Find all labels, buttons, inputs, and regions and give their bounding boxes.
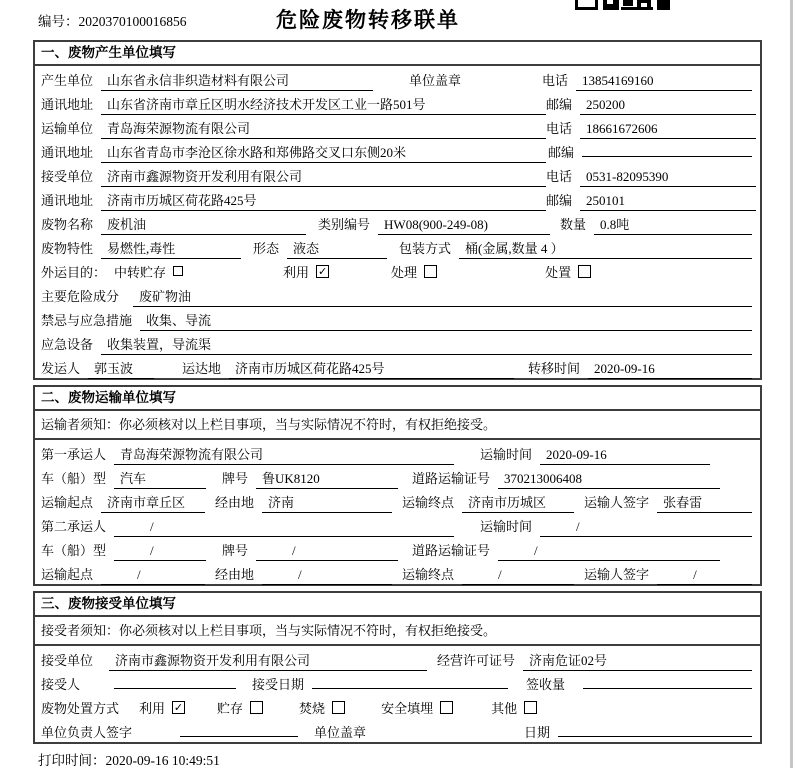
- form-row-vehicle2: [35, 536, 760, 560]
- transport-unit-label: 运输单位: [41, 121, 94, 136]
- disposal-option-utilize-label: 利用: [139, 700, 166, 716]
- producer-phone-field: 13854169160: [576, 73, 752, 91]
- form-row-carrier2: [35, 512, 760, 536]
- seal-date-field: [558, 735, 752, 737]
- second-carrier-label: 第二承运人: [41, 519, 107, 534]
- address-label: 通讯地址: [41, 97, 94, 112]
- route-start-label: 运输起点: [41, 567, 94, 582]
- transport-time-label: 运输时间: [480, 519, 533, 534]
- receiver-notice: 接受者须知：你必须核对以上栏目事项，当与实际情况不符时，有权拒绝接受。: [35, 617, 760, 646]
- purpose-option-utilize: [283, 262, 329, 281]
- form-row-transporter: [35, 114, 760, 138]
- accept-date-label: 接受日期: [252, 677, 305, 692]
- vehicle2-road-permit-field: /: [498, 543, 720, 561]
- route-start-label: 运输起点: [41, 495, 94, 510]
- purpose-option-dispose: [545, 262, 591, 281]
- form-row-carrier1: [35, 440, 760, 464]
- form-state-label: 形态: [253, 241, 280, 256]
- emergency-equipment-field: 收集装置，导流渠: [101, 334, 752, 355]
- section-transporter-header: 二、废物运输单位填写: [35, 387, 760, 411]
- document-number-value: 2020370100016856: [78, 14, 187, 29]
- plate-number-label: 牌号: [222, 471, 249, 486]
- form-row-transfer-purpose: [35, 258, 760, 282]
- producer-unit-field: 山东省永信非织造材料有限公司: [101, 70, 373, 91]
- disposal-other-checkbox: [524, 701, 537, 714]
- purpose-option-treat-label: 处理: [391, 264, 418, 280]
- route-via-label: 经由地: [215, 495, 255, 510]
- disposal-method-label: 废物处置方式: [41, 700, 120, 716]
- form-row-shipper: [35, 354, 760, 378]
- transporter-signature-label: 运输人签字: [584, 567, 650, 582]
- dispose-checkbox: [578, 265, 591, 278]
- receiver-phone-field: 0531-82095390: [580, 169, 756, 187]
- disposal-option-incinerate: [299, 698, 345, 717]
- transporter-signature-label: 运输人签字: [584, 495, 650, 510]
- route2-end-field: /: [462, 567, 574, 585]
- phone-label: 电话: [541, 73, 568, 88]
- route-via-label: 经由地: [215, 567, 255, 582]
- waste-character-field: 易燃性,毒性: [101, 238, 241, 259]
- received-amount-label: 签收量: [526, 677, 566, 692]
- producer-zip-field: 250200: [580, 97, 756, 115]
- waste-name-field: 废机油: [101, 214, 306, 235]
- carrier1-time-field: 2020-09-16: [540, 447, 710, 465]
- received-amount-field: [583, 687, 752, 689]
- purpose-option-storage-label: 中转贮存: [114, 264, 167, 280]
- disposal-option-incinerate-label: 焚烧: [299, 700, 326, 716]
- document-number-label: 编号：: [38, 14, 79, 29]
- form-row-producer: [35, 66, 760, 90]
- road-permit-label: 道路运输证号: [412, 471, 491, 486]
- disposal-utilize-checkbox: ✓: [173, 700, 184, 714]
- emergency-measures-field: 收集、导流: [140, 310, 752, 331]
- print-time-value: 2020-09-16 10:49:51: [105, 753, 220, 768]
- second-carrier-field: /: [114, 519, 454, 537]
- category-code-field: HW08(900-249-08): [378, 217, 550, 235]
- receiver-unit-field: 济南市鑫源物资开发利用有限公司: [101, 166, 546, 187]
- disposal-option-landfill-label: 安全填埋: [381, 700, 434, 716]
- phone-label: 电话: [546, 121, 573, 136]
- section-receiver: [33, 591, 762, 744]
- disposal-option-landfill: [381, 698, 453, 717]
- disposal-option-store-label: 贮存: [217, 700, 244, 716]
- date-label: 日期: [524, 725, 551, 740]
- shipper-field: 郭玉波: [88, 358, 154, 379]
- route1-start-field: 济南市章丘区: [101, 492, 205, 513]
- vehicle1-road-permit-field: 370213006408: [498, 471, 720, 489]
- form-row-emergency-measures: [35, 306, 760, 330]
- quantity-field: 0.8吨: [594, 214, 752, 235]
- receiver-zip-field: 250101: [580, 193, 756, 211]
- unit-responsible-signature-label: 单位负责人签字: [41, 725, 133, 740]
- disposal-option-utilize: [139, 698, 185, 717]
- purpose-option-dispose-label: 处置: [545, 264, 572, 280]
- packaging-field: 桶(金属,数量 4 ）: [459, 238, 752, 259]
- print-time: [38, 749, 796, 768]
- treat-checkbox: [424, 265, 437, 278]
- hazard-component-field: 废矿物油: [133, 286, 752, 307]
- accept-date-field: [312, 687, 508, 689]
- form-row-responsible-signature: [35, 718, 760, 742]
- route-end-label: 运输终点: [402, 567, 455, 582]
- form-row-receiving-unit: [35, 646, 760, 670]
- route-end-label: 运输终点: [402, 495, 455, 510]
- transporter-notice: 运输者须知：你必须核对以上栏目事项，当与实际情况不符时，有权拒绝接受。: [35, 411, 760, 440]
- destination-label: 运达地: [182, 361, 222, 376]
- route1-end-field: 济南市历城区: [462, 492, 574, 513]
- form-state-field: 液态: [287, 238, 387, 259]
- route1-via-field: 济南: [262, 492, 392, 513]
- zip-label: 邮编: [547, 145, 574, 160]
- vehicle-type-label: 车（船）型: [41, 471, 107, 486]
- route2-signature-field: /: [657, 567, 752, 585]
- storage-checkbox: [173, 266, 183, 276]
- form-row-route1: [35, 488, 760, 512]
- emergency-measures-label: 禁忌与应急措施: [41, 313, 133, 328]
- form-row-emergency-equipment: [35, 330, 760, 354]
- qr-code-fragment-icon: [575, 0, 670, 10]
- form-row-vehicle1: [35, 464, 760, 488]
- transporter-zip-field: [582, 155, 752, 157]
- vehicle2-type-field: /: [114, 543, 206, 561]
- transfer-time-field: 2020-09-16: [588, 361, 752, 379]
- transport-unit-field: 青岛海荣源物流有限公司: [101, 118, 546, 139]
- receiver-unit-label: 接受单位: [41, 169, 94, 184]
- acceptor-label: 接受人: [41, 677, 81, 692]
- section-producer: [33, 40, 762, 380]
- disposal-landfill-checkbox: [440, 701, 453, 714]
- emergency-equipment-label: 应急设备: [41, 337, 94, 352]
- vehicle1-type-field: 汽车: [114, 468, 206, 489]
- transfer-purpose-label: 外运目的：: [41, 264, 107, 280]
- route2-start-field: /: [101, 567, 205, 585]
- disposal-store-checkbox: [250, 701, 263, 714]
- unit-responsible-signature-field: [180, 735, 298, 737]
- receiving-unit-label: 接受单位: [41, 653, 94, 668]
- shipper-label: 发运人: [41, 361, 81, 376]
- receiver-address-field: 济南市历城区荷花路425号: [101, 190, 546, 211]
- form-row-producer-address: [35, 90, 760, 114]
- transport-time-label: 运输时间: [480, 447, 533, 462]
- document-header: [0, 0, 796, 40]
- purpose-option-storage: [114, 262, 183, 281]
- disposal-option-other-label: 其他: [491, 700, 518, 716]
- form-row-waste-character: [35, 234, 760, 258]
- hazard-component-label: 主要危险成分: [41, 289, 120, 304]
- form-row-transporter-address: [35, 138, 760, 162]
- disposal-option-other: [491, 698, 537, 717]
- producer-address-field: 山东省济南市章丘区明水经济技术开发区工业一路501号: [101, 94, 546, 115]
- first-carrier-field: 青岛海荣源物流有限公司: [114, 444, 454, 465]
- page-title: 危险废物转移联单: [276, 9, 460, 32]
- form-row-disposal-method: [35, 694, 760, 718]
- address-label: 通讯地址: [41, 145, 94, 160]
- disposal-incinerate-checkbox: [332, 701, 345, 714]
- zip-label: 邮编: [546, 97, 573, 112]
- zip-label: 邮编: [546, 193, 573, 208]
- waste-name-label: 废物名称: [41, 217, 94, 232]
- page-right-edge: [790, 0, 793, 768]
- vehicle1-plate-field: 鲁UK8120: [256, 468, 398, 489]
- unit-seal-label: 单位盖章: [409, 73, 462, 88]
- section-producer-header: 一、废物产生单位填写: [35, 42, 760, 66]
- plate-number-label: 牌号: [222, 543, 249, 558]
- route2-via-field: /: [262, 567, 392, 585]
- business-license-field: 济南危证02号: [523, 650, 752, 671]
- unit-seal-label: 单位盖章: [314, 725, 367, 740]
- form-row-acceptance: [35, 670, 760, 694]
- first-carrier-label: 第一承运人: [41, 447, 107, 462]
- phone-label: 电话: [546, 169, 573, 184]
- purpose-option-utilize-label: 利用: [283, 264, 310, 280]
- vehicle2-plate-field: /: [256, 543, 398, 561]
- quantity-label: 数量: [560, 217, 587, 232]
- vehicle-type-label: 车（船）型: [41, 543, 107, 558]
- manifest-form: [33, 40, 762, 744]
- business-license-label: 经营许可证号: [437, 653, 516, 668]
- waste-character-label: 废物特性: [41, 241, 94, 256]
- transfer-time-label: 转移时间: [528, 361, 581, 376]
- form-row-route2: [35, 560, 760, 584]
- packaging-label: 包装方式: [399, 241, 452, 256]
- form-row-waste-name: [35, 210, 760, 234]
- route1-signature-field: 张春雷: [657, 492, 752, 513]
- section-transporter: [33, 385, 762, 586]
- transporter-phone-field: 18661672606: [580, 121, 756, 139]
- carrier2-time-field: /: [540, 519, 752, 537]
- address-label: 通讯地址: [41, 193, 94, 208]
- destination-field: 济南市历城区荷花路425号: [229, 358, 514, 379]
- receiving-unit-field: 济南市鑫源物资开发利用有限公司: [109, 650, 427, 671]
- form-row-hazard-component: [35, 282, 760, 306]
- purpose-option-treat: [391, 262, 437, 281]
- form-row-receiver: [35, 162, 760, 186]
- disposal-option-store: [217, 698, 263, 717]
- transporter-address-field: 山东省青岛市李沧区徐水路和郑佛路交叉口东侧20米: [101, 142, 546, 163]
- producer-unit-label: 产生单位: [41, 73, 94, 88]
- road-permit-label: 道路运输证号: [412, 543, 491, 558]
- section-receiver-header: 三、废物接受单位填写: [35, 593, 760, 617]
- print-time-label: 打印时间：: [38, 753, 106, 768]
- form-row-receiver-address: [35, 186, 760, 210]
- category-code-label: 类别编号: [318, 217, 371, 232]
- utilize-checkbox: ✓: [317, 264, 328, 278]
- acceptor-field: [114, 687, 236, 689]
